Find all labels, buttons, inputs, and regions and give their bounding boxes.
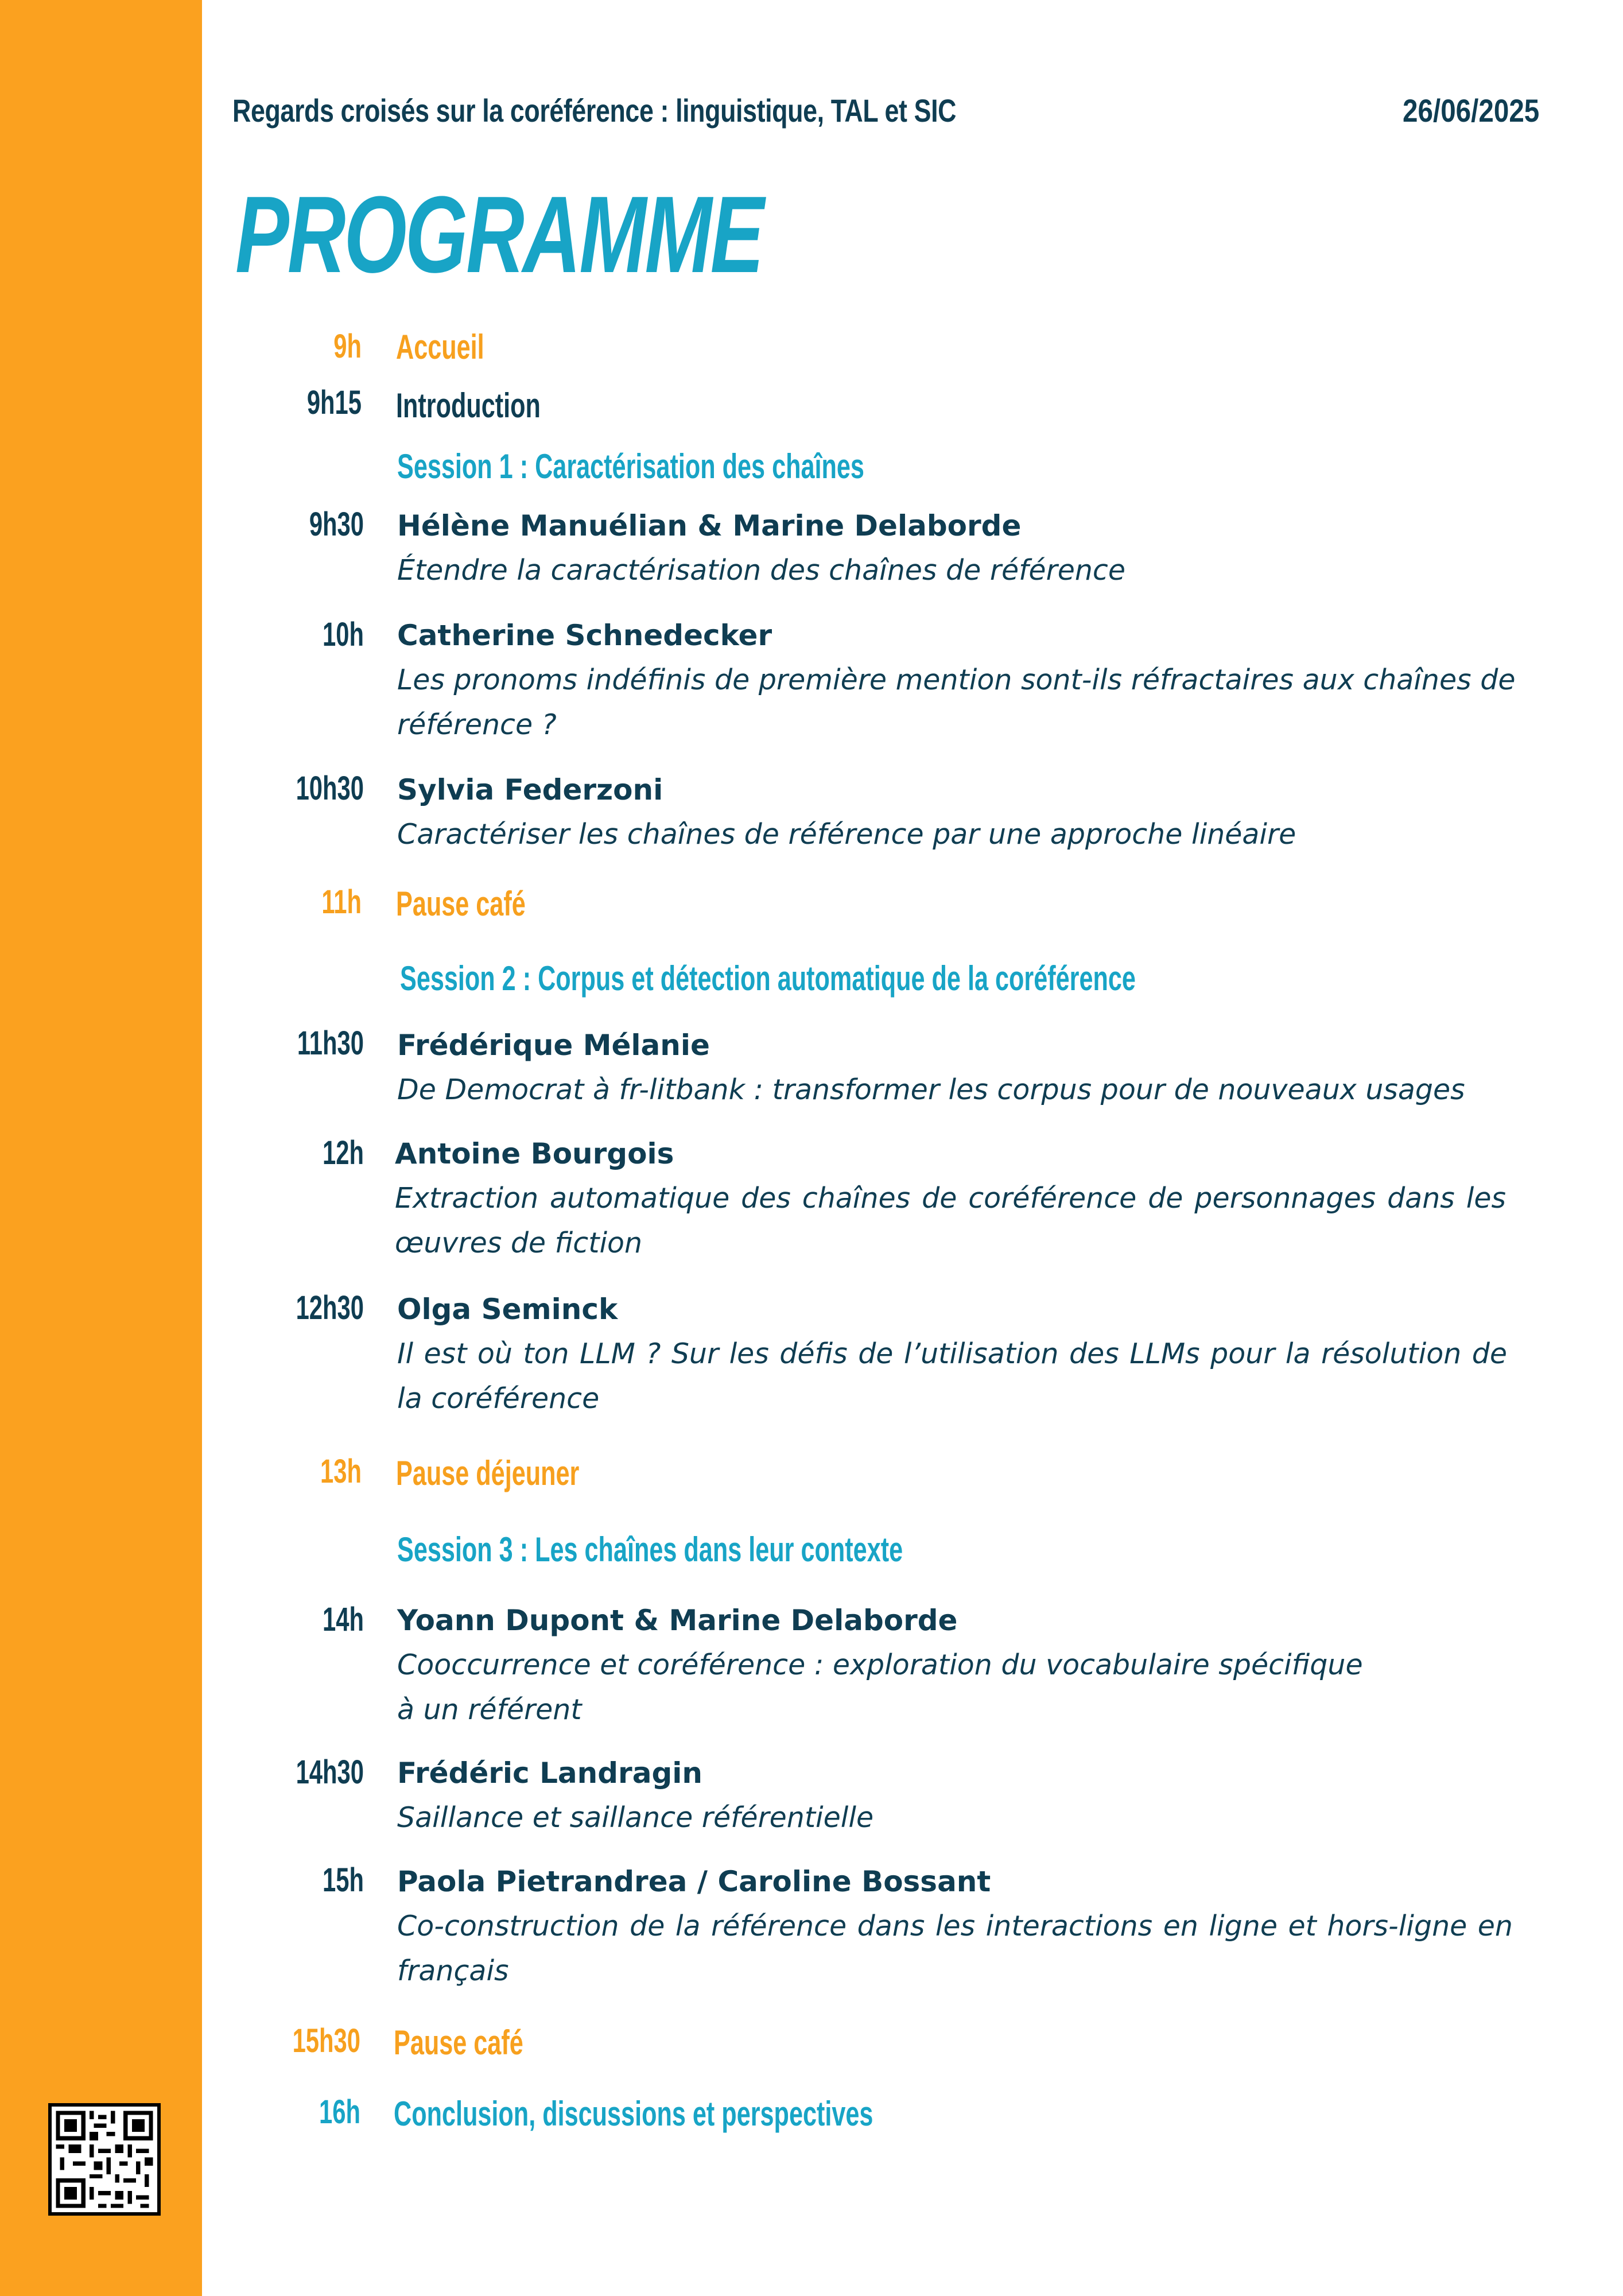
label-introduction: Introduction bbox=[396, 386, 541, 425]
time-pause-cafe: 11h bbox=[321, 883, 362, 921]
time-talk: 15h bbox=[323, 1861, 364, 1899]
talk-entry bbox=[397, 1751, 1522, 1840]
session-2-heading: Session 2 : Corpus et détection automatique de la coréférence bbox=[400, 959, 1136, 998]
time-talk: 14h30 bbox=[296, 1754, 364, 1791]
talk-title: Les pronoms indéfinis de première mention sont-ils réfractaires aux chaînes de référence ? bbox=[397, 664, 1516, 741]
talk-title: Saillance et saillance référentielle bbox=[397, 1801, 874, 1834]
talk-speaker: Hélène Manuélian & Marine Delaborde bbox=[397, 509, 1022, 542]
session-3-heading: Session 3 : Les chaînes dans leur contexte bbox=[397, 1530, 903, 1569]
time-talk: 9h30 bbox=[309, 506, 364, 543]
talk-entry bbox=[395, 1131, 1506, 1266]
time-accueil: 9h bbox=[333, 328, 362, 365]
time-talk: 11h30 bbox=[297, 1025, 364, 1062]
label-pause-dejeuner: Pause déjeuner bbox=[396, 1454, 580, 1492]
qr-code-icon bbox=[52, 2107, 157, 2212]
time-introduction: 9h15 bbox=[306, 384, 362, 421]
time-talk: 12h30 bbox=[296, 1289, 364, 1327]
event-date: 26/06/2025 bbox=[1402, 92, 1539, 129]
talk-entry bbox=[397, 1023, 1522, 1112]
orange-sidebar bbox=[0, 0, 202, 2296]
talk-speaker: Frédérique Mélanie bbox=[397, 1029, 710, 1062]
talk-title: Co-construction de la référence dans les interactions en ligne et hors-ligne en français bbox=[397, 1910, 1513, 1987]
talk-title: Caractériser les chaînes de référence par une approche linéaire bbox=[397, 818, 1296, 851]
session-1-heading: Session 1 : Caractérisation des chaînes bbox=[397, 447, 864, 486]
talk-title-line-1: Cooccurrence et coréférence : exploration du vocabulaire spécifique bbox=[397, 1649, 1363, 1681]
time-talk: 10h30 bbox=[296, 770, 364, 807]
talk-entry bbox=[397, 1287, 1507, 1421]
event-title: Regards croisés sur la coréférence : linguistique, TAL et SIC bbox=[232, 92, 957, 129]
talk-speaker: Olga Seminck bbox=[397, 1293, 618, 1326]
talk-speaker: Frédéric Landragin bbox=[397, 1756, 702, 1790]
talk-entry bbox=[397, 503, 1522, 593]
talk-speaker: Antoine Bourgois bbox=[395, 1137, 674, 1170]
talk-speaker: Paola Pietrandrea / Caroline Bossant bbox=[397, 1865, 991, 1898]
label-pause-cafe: Pause café bbox=[396, 885, 526, 923]
label-conclusion: Conclusion, discussions et perspectives bbox=[394, 2095, 873, 2133]
talk-title: Il est où ton LLM ? Sur les défis de l’utilisation des LLMs pour la résolution de la coréférence bbox=[397, 1337, 1507, 1415]
talk-entry bbox=[397, 1598, 1522, 1732]
time-talk: 10h bbox=[323, 616, 364, 653]
time-talk: 14h bbox=[323, 1601, 364, 1638]
talk-entry bbox=[397, 613, 1522, 747]
talk-speaker: Yoann Dupont & Marine Delaborde bbox=[397, 1604, 958, 1637]
talk-speaker: Catherine Schnedecker bbox=[397, 619, 772, 652]
label-pause-cafe: Pause café bbox=[394, 2023, 523, 2062]
time-conclusion: 16h bbox=[319, 2093, 360, 2131]
time-talk: 12h bbox=[323, 1134, 364, 1172]
talk-title: Étendre la caractérisation des chaînes de référence bbox=[397, 554, 1125, 587]
talk-entry bbox=[397, 1859, 1513, 1994]
page-title: PROGRAMME bbox=[235, 174, 763, 296]
qr-code[interactable] bbox=[48, 2103, 161, 2216]
talk-speaker: Sylvia Federzoni bbox=[397, 773, 663, 806]
talk-title: Extraction automatique des chaînes de coréférence de personnages dans les œuvres de fiction bbox=[395, 1182, 1506, 1259]
time-pause-cafe: 15h30 bbox=[292, 2022, 360, 2060]
label-accueil: Accueil bbox=[396, 328, 484, 366]
time-pause-dejeuner: 13h bbox=[320, 1453, 362, 1490]
talk-title-line-2: à un référent bbox=[397, 1693, 582, 1726]
talk-title: De Democrat à fr-litbank : transformer les corpus pour de nouveaux usages bbox=[397, 1073, 1465, 1106]
talk-entry bbox=[397, 767, 1522, 857]
